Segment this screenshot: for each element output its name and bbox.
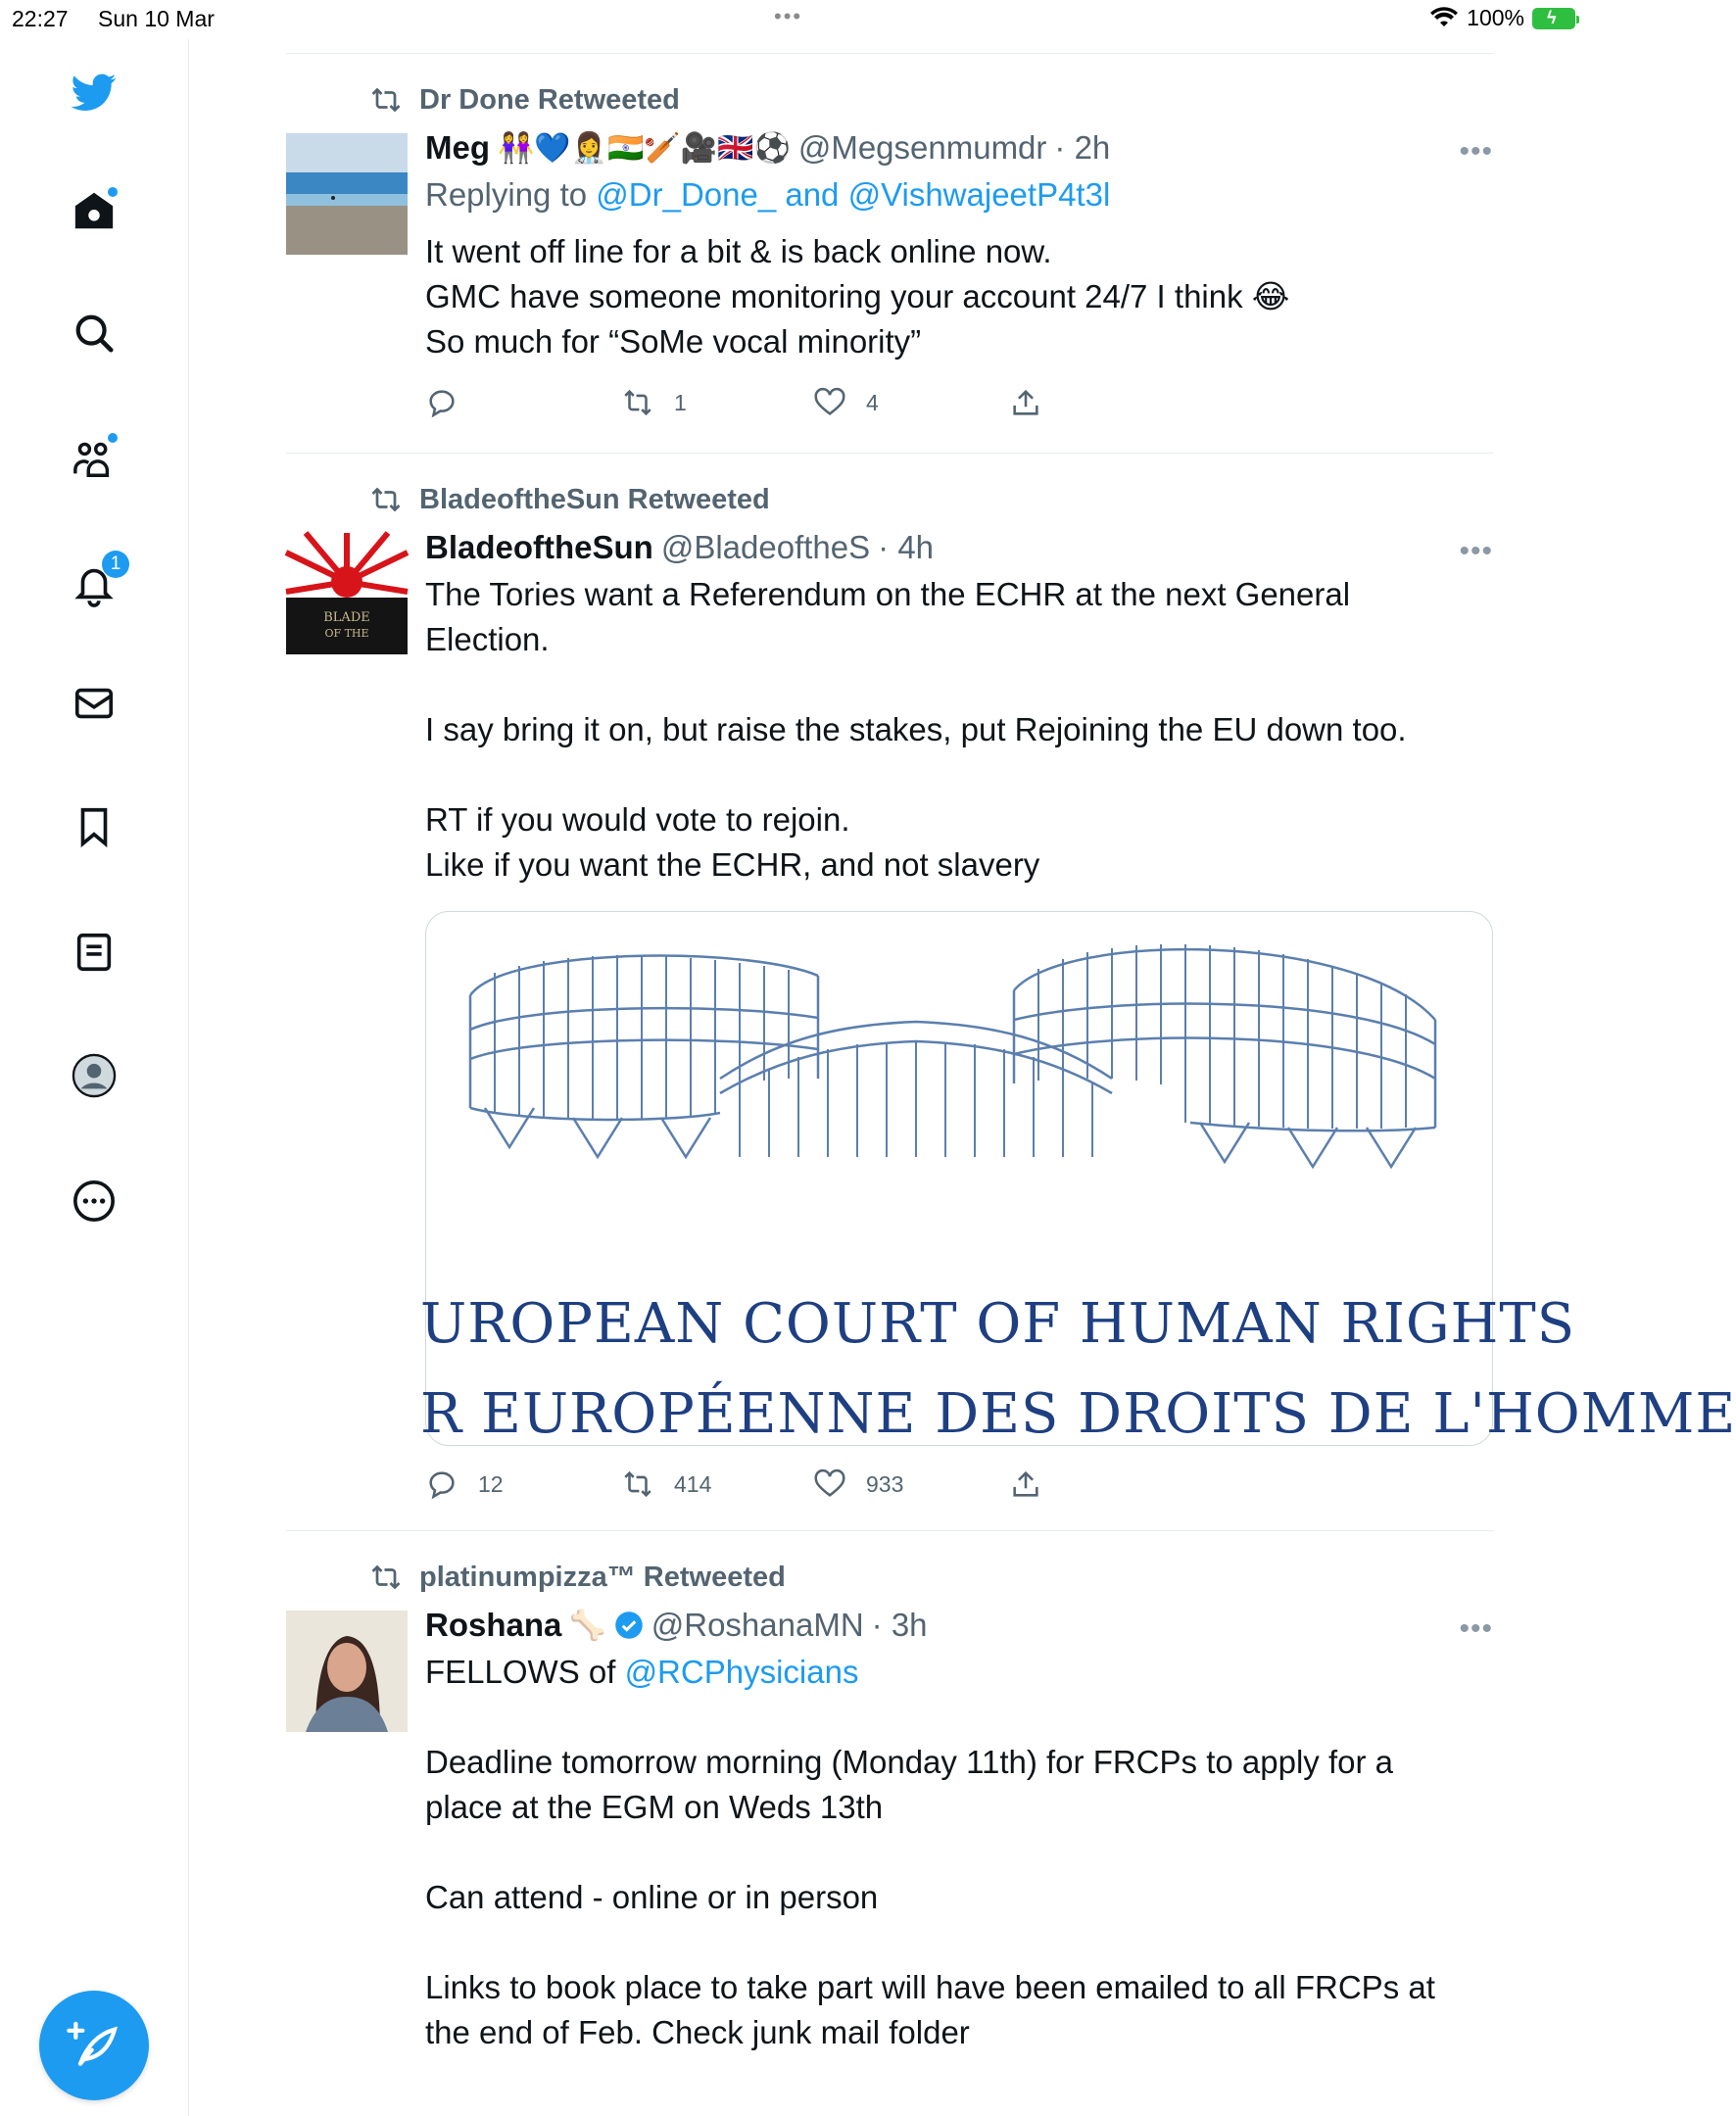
tweet-line: I say bring it on, but raise the stakes, put Rejoining the EU down too. (425, 711, 1407, 747)
tweet-line: Can attend - online or in person (425, 1879, 879, 1915)
like-heart-icon (813, 386, 846, 419)
reply-icon (425, 386, 458, 419)
tweet-line (425, 752, 1464, 797)
name-emojis: 👭💙👩‍⚕️🇮🇳🏏🎥🇬🇧⚽ (498, 131, 791, 165)
home-unread-dot (108, 187, 118, 197)
svg-text:OF THE: OF THE (324, 627, 369, 640)
tweet-time[interactable]: · 3h (871, 1607, 928, 1643)
status-time: 22:27 (12, 6, 69, 31)
like-heart-icon (813, 1467, 846, 1501)
share-button[interactable] (1009, 1467, 1042, 1501)
display-name[interactable]: BladeoftheSun (425, 529, 653, 565)
retweet-button[interactable] (621, 1467, 711, 1501)
more-options-icon[interactable] (67, 1174, 121, 1228)
mention-link[interactable]: @RCPhysicians (624, 1654, 859, 1690)
like-button[interactable] (813, 1467, 903, 1501)
tweet-divider (286, 1530, 1493, 1531)
avatar[interactable] (286, 133, 408, 255)
reply-button[interactable] (425, 386, 478, 419)
display-name[interactable]: Meg (425, 129, 490, 166)
share-icon (1009, 386, 1042, 419)
retweet-icon (621, 1467, 654, 1501)
user-handle[interactable]: @Megsenmumdr (797, 129, 1047, 166)
lists-icon[interactable] (67, 925, 121, 980)
name-emojis: 🦴 (569, 1609, 606, 1642)
tweet[interactable] (286, 1556, 1493, 2116)
tweet-line (425, 662, 1464, 707)
tweet-line: RT if you would vote to rejoin. (425, 801, 850, 838)
retweet-count: 414 (674, 1470, 712, 1497)
tweet[interactable] (286, 478, 1736, 1526)
bookmarks-icon[interactable] (67, 799, 121, 854)
status-date: Sun 10 Mar (98, 6, 215, 31)
tweet-header (425, 529, 934, 566)
tweet-line (425, 1920, 1464, 1965)
tweet-header (425, 1607, 928, 1644)
tweet-line: It went off line for a bit & is back online now. (425, 233, 1052, 269)
media-caption-line: R EUROPÉENNE DES DROITS DE L'HOMME (420, 1382, 1736, 1446)
more-options-icon[interactable]: ••• (1459, 535, 1493, 567)
messages-icon[interactable] (67, 676, 121, 731)
share-button[interactable] (1009, 386, 1042, 419)
tweet-time[interactable]: · 2h (1054, 129, 1111, 166)
multitasking-dots-icon[interactable]: ••• (774, 4, 803, 28)
tweet-line: Deadline tomorrow morning (Monday 11th) for FRCPs to apply for a place at the EGM on Weds 13th (425, 1744, 1393, 1825)
compose-tweet-icon (67, 2018, 121, 2073)
retweet-button[interactable] (621, 386, 687, 419)
tweet-text (425, 1650, 1464, 2055)
reply-icon (425, 1467, 458, 1501)
retweeted-by-label[interactable]: Dr Done Retweeted (419, 83, 680, 116)
verified-badge-icon (614, 1611, 644, 1640)
notifications-bell-icon[interactable] (67, 553, 121, 611)
tweet-text (425, 572, 1464, 888)
court-building-illustration (426, 912, 1492, 1304)
timeline-top-divider (286, 53, 1493, 54)
battery-charging-icon: ϟ (1532, 8, 1575, 29)
compose-tweet-button[interactable] (39, 1991, 149, 2100)
user-handle[interactable]: @BladeoftheS (660, 529, 871, 565)
communities-unread-dot (108, 433, 118, 443)
retweet-context (368, 80, 680, 120)
tweet-line: Links to book place to take part will have been emailed to all FRCPs at the end of Feb. Check junk mail folder (425, 1969, 1435, 2050)
avatar[interactable] (286, 1611, 408, 1732)
tweet-line: So much for “SoMe vocal minority” (425, 323, 922, 360)
retweet-icon (368, 86, 404, 114)
retweeted-by-label[interactable]: platinumpizza™ Retweeted (419, 1561, 786, 1593)
tweet-actions (425, 1467, 1307, 1507)
tweet-line (425, 1830, 1464, 1875)
tweet-intro: FELLOWS of (425, 1654, 625, 1690)
replying-to-label: Replying to (425, 176, 597, 213)
user-handle[interactable]: @RoshanaMN (651, 1607, 864, 1643)
retweet-icon (621, 386, 654, 419)
share-icon (1009, 1467, 1042, 1501)
tweet-line: Like if you want the ECHR, and not slavery (425, 846, 1040, 883)
tweet-line (425, 1695, 1464, 1740)
tweet-text (425, 172, 1483, 364)
retweet-count: 1 (674, 389, 687, 415)
tweet-header (425, 129, 1110, 167)
like-button[interactable] (813, 386, 879, 419)
retweet-context (368, 480, 770, 519)
tweet-media-image[interactable] (420, 911, 1736, 1446)
communities-icon[interactable] (67, 431, 121, 486)
sidebar-nav (0, 39, 189, 2116)
tweet-time[interactable]: · 4h (878, 529, 935, 565)
like-count: 4 (866, 389, 879, 415)
reply-count: 12 (478, 1470, 504, 1497)
tweet-actions (425, 386, 1307, 425)
retweet-icon (368, 486, 404, 513)
svg-text:BLADE: BLADE (323, 610, 370, 625)
status-bar (0, 0, 1587, 39)
tweet-divider (286, 453, 1493, 454)
search-icon[interactable] (67, 306, 121, 361)
status-right (1429, 5, 1575, 31)
like-count: 933 (866, 1470, 904, 1497)
home-icon[interactable] (67, 183, 121, 238)
display-name[interactable]: Roshana (425, 1607, 562, 1643)
retweet-icon (368, 1563, 404, 1591)
twitter-bird-icon[interactable] (67, 65, 121, 120)
tweet-line: GMC have someone monitoring your account 24/7 I think 😂 (425, 278, 1290, 314)
notifications-count-badge: 1 (102, 551, 129, 578)
reply-button[interactable] (425, 1467, 504, 1501)
battery-percent: 100% (1467, 5, 1524, 30)
more-options-icon[interactable]: ••• (1459, 1612, 1493, 1645)
reply-mentions-link[interactable]: @Dr_Done_ and @VishwajeetP4t3l (596, 176, 1111, 213)
profile-icon[interactable] (67, 1048, 121, 1103)
retweeted-by-label[interactable]: BladeoftheSun Retweeted (419, 483, 770, 515)
tweet-line: The Tories want a Referendum on the ECHR at the next General Election. (425, 576, 1351, 657)
retweet-context (368, 1558, 786, 1597)
media-caption-line: UROPEAN COURT OF HUMAN RIGHTS (420, 1292, 1576, 1356)
more-options-icon[interactable]: ••• (1459, 135, 1493, 168)
tweet[interactable] (286, 78, 1493, 451)
avatar[interactable] (286, 533, 408, 654)
wifi-icon (1429, 7, 1459, 30)
